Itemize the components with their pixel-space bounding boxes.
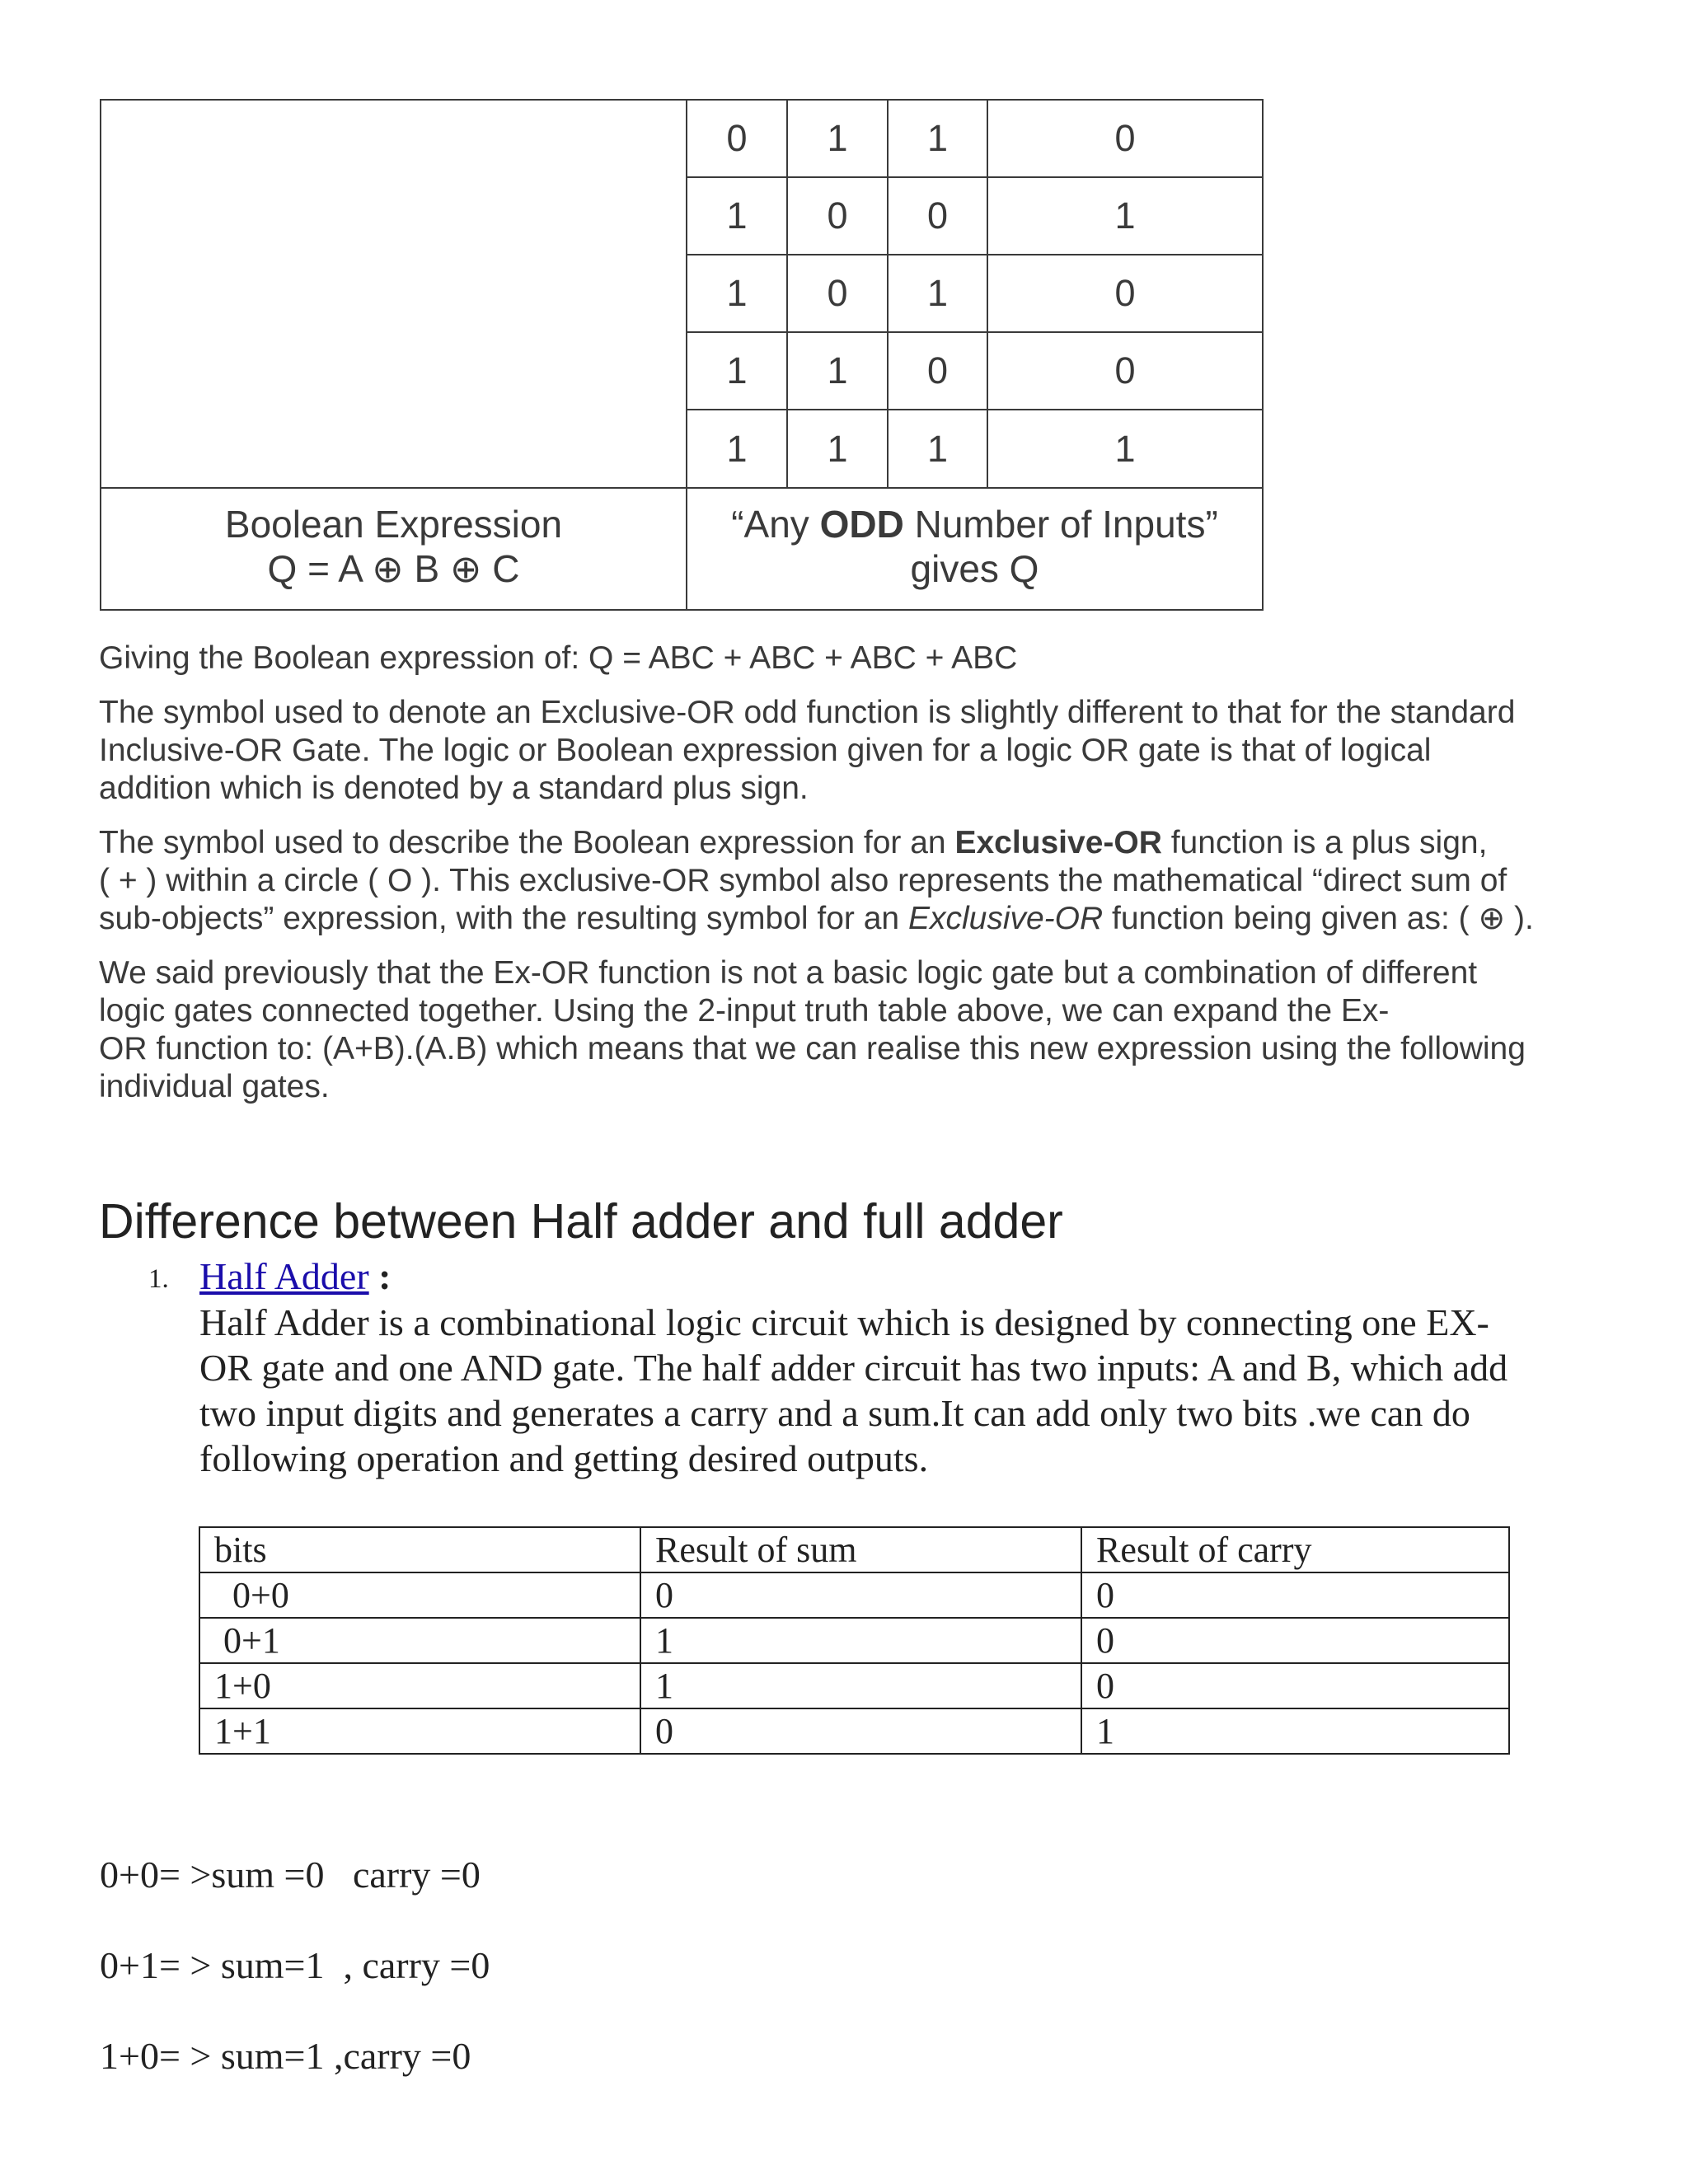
sum-cell: 1 [640, 1663, 1081, 1708]
odd-note-line2: gives Q [910, 547, 1039, 590]
list-number: 1. [148, 1264, 169, 1294]
truth-cell: 1 [726, 427, 748, 470]
bold-text: Exclusive-OR [954, 825, 1162, 860]
truth-cell: 1 [926, 117, 949, 159]
paragraph-line: logic gates connected together. Using the 2-input truth table above, we can expand the Ex- [99, 993, 1390, 1029]
description-line: following operation and getting desired outputs. [199, 1437, 929, 1479]
truth-cell: 0 [726, 117, 748, 159]
sum-cell: 0 [640, 1572, 1081, 1618]
odd-inputs-note [687, 502, 1262, 591]
half-adder-table [199, 1526, 1510, 1755]
boolean-expression-formula: Q = A ⊕ B ⊕ C [267, 547, 520, 590]
carry-cell: 0 [1081, 1663, 1509, 1708]
paragraph-line [99, 900, 1607, 938]
truth-cell: 0 [926, 194, 949, 237]
header-bits: bits [199, 1527, 640, 1572]
bits-cell: 0+1 [199, 1618, 640, 1663]
truth-cell: 1 [827, 427, 848, 470]
section-heading: Difference between Half adder and full adder [99, 1194, 1063, 1249]
truth-cell: 0 [1114, 117, 1136, 159]
paragraph-line: Giving the Boolean expression of: Q = ABC + ABC + ABC + ABC [99, 640, 1018, 676]
paragraph-line: The symbol used to denote an Exclusive-OR odd function is slightly different to that for the standard [99, 695, 1516, 730]
truth-cell: 1 [926, 427, 949, 470]
truth-cell: 1 [1114, 194, 1136, 237]
truth-cell: 1 [726, 272, 748, 314]
description-line: Half Adder is a combinational logic circuit which is designed by connecting one EX- [199, 1301, 1489, 1343]
boolean-expression-paragraph [99, 640, 1607, 677]
paragraph-line: OR function to: (A+B).(A.B) which means that we can realise this new expression using the following [99, 1031, 1526, 1066]
paragraph-line: ( + ) within a circle ( O ). This exclusive-OR symbol also represents the mathematical “direct sum of [99, 863, 1507, 898]
italic-text: Exclusive-OR [907, 901, 1104, 936]
odd-note-bold: ODD [819, 503, 904, 546]
exclusive-or-symbol-paragraph [99, 694, 1607, 808]
truth-cell: 1 [726, 349, 748, 391]
bits-cell: 0+0 [199, 1572, 640, 1618]
truth-cell: 1 [827, 117, 848, 159]
table-row [199, 1708, 1509, 1754]
truth-cell: 0 [827, 272, 848, 314]
truth-cell: 0 [1114, 272, 1136, 314]
text-run: sub-objects” expression, with the resulting symbol for an [99, 901, 908, 936]
truth-cell: 0 [1114, 349, 1136, 391]
table-row [199, 1663, 1509, 1708]
sum-cell: 1 [640, 1618, 1081, 1663]
truth-cell: 1 [926, 272, 949, 314]
carry-cell: 0 [1081, 1618, 1509, 1663]
truth-cell: 1 [1114, 427, 1136, 470]
paragraph-line: Inclusive-OR Gate. The logic or Boolean expression given for a logic OR gate is that of logical [99, 733, 1432, 768]
truth-cell: 0 [926, 349, 949, 391]
equation-line: 1+0= > sum=1 ,carry =0 [100, 2035, 471, 2077]
equation-line: 0+1= > sum=1 , carry =0 [100, 1944, 490, 1986]
direct-sum-paragraph [99, 824, 1607, 938]
equation-line: 0+0= >sum =0 carry =0 [100, 1854, 481, 1896]
paragraph-line: individual gates. [99, 1069, 330, 1104]
boolean-expression [101, 502, 686, 591]
table-row [199, 1618, 1509, 1663]
half-adder-title [199, 1254, 391, 1298]
paragraph-line [99, 824, 1607, 862]
truth-cell: 1 [827, 349, 848, 391]
table-header-row [199, 1527, 1509, 1572]
odd-note-post: Number of Inputs” [903, 503, 1218, 546]
description-line: two input digits and generates a carry and a sum.It can add only two bits .we can do [199, 1392, 1470, 1434]
text-run: The symbol used to describe the Boolean expression for an [99, 825, 955, 860]
text-run: function being given as: ( ⊕ ). [1103, 901, 1534, 936]
header-sum: Result of sum [640, 1527, 1081, 1572]
ex-or-expansion-paragraph [99, 954, 1607, 1106]
carry-cell: 0 [1081, 1572, 1509, 1618]
bits-cell: 1+1 [199, 1708, 640, 1754]
sum-cell: 0 [640, 1708, 1081, 1754]
boolean-expression-label: Boolean Expression [224, 503, 563, 546]
half-adder-description [199, 1300, 1507, 1481]
truth-cell: 1 [726, 194, 748, 237]
half-adder-link[interactable]: Half Adder [199, 1255, 369, 1297]
carry-cell: 1 [1081, 1708, 1509, 1754]
xor-truth-table [100, 99, 1264, 611]
paragraph-line: addition which is denoted by a standard plus sign. [99, 771, 809, 806]
header-carry: Result of carry [1081, 1527, 1509, 1572]
paragraph-line: We said previously that the Ex-OR function is not a basic logic gate but a combination of different [99, 955, 1478, 991]
table-row [199, 1572, 1509, 1618]
bits-cell: 1+0 [199, 1663, 640, 1708]
truth-cell: 0 [827, 194, 848, 237]
title-colon: : [368, 1255, 392, 1297]
text-run: function is a plus sign, [1161, 825, 1488, 860]
description-line: OR gate and one AND gate. The half adder circuit has two inputs: A and B, which add [199, 1347, 1508, 1389]
odd-note-pre: “Any [731, 503, 820, 546]
